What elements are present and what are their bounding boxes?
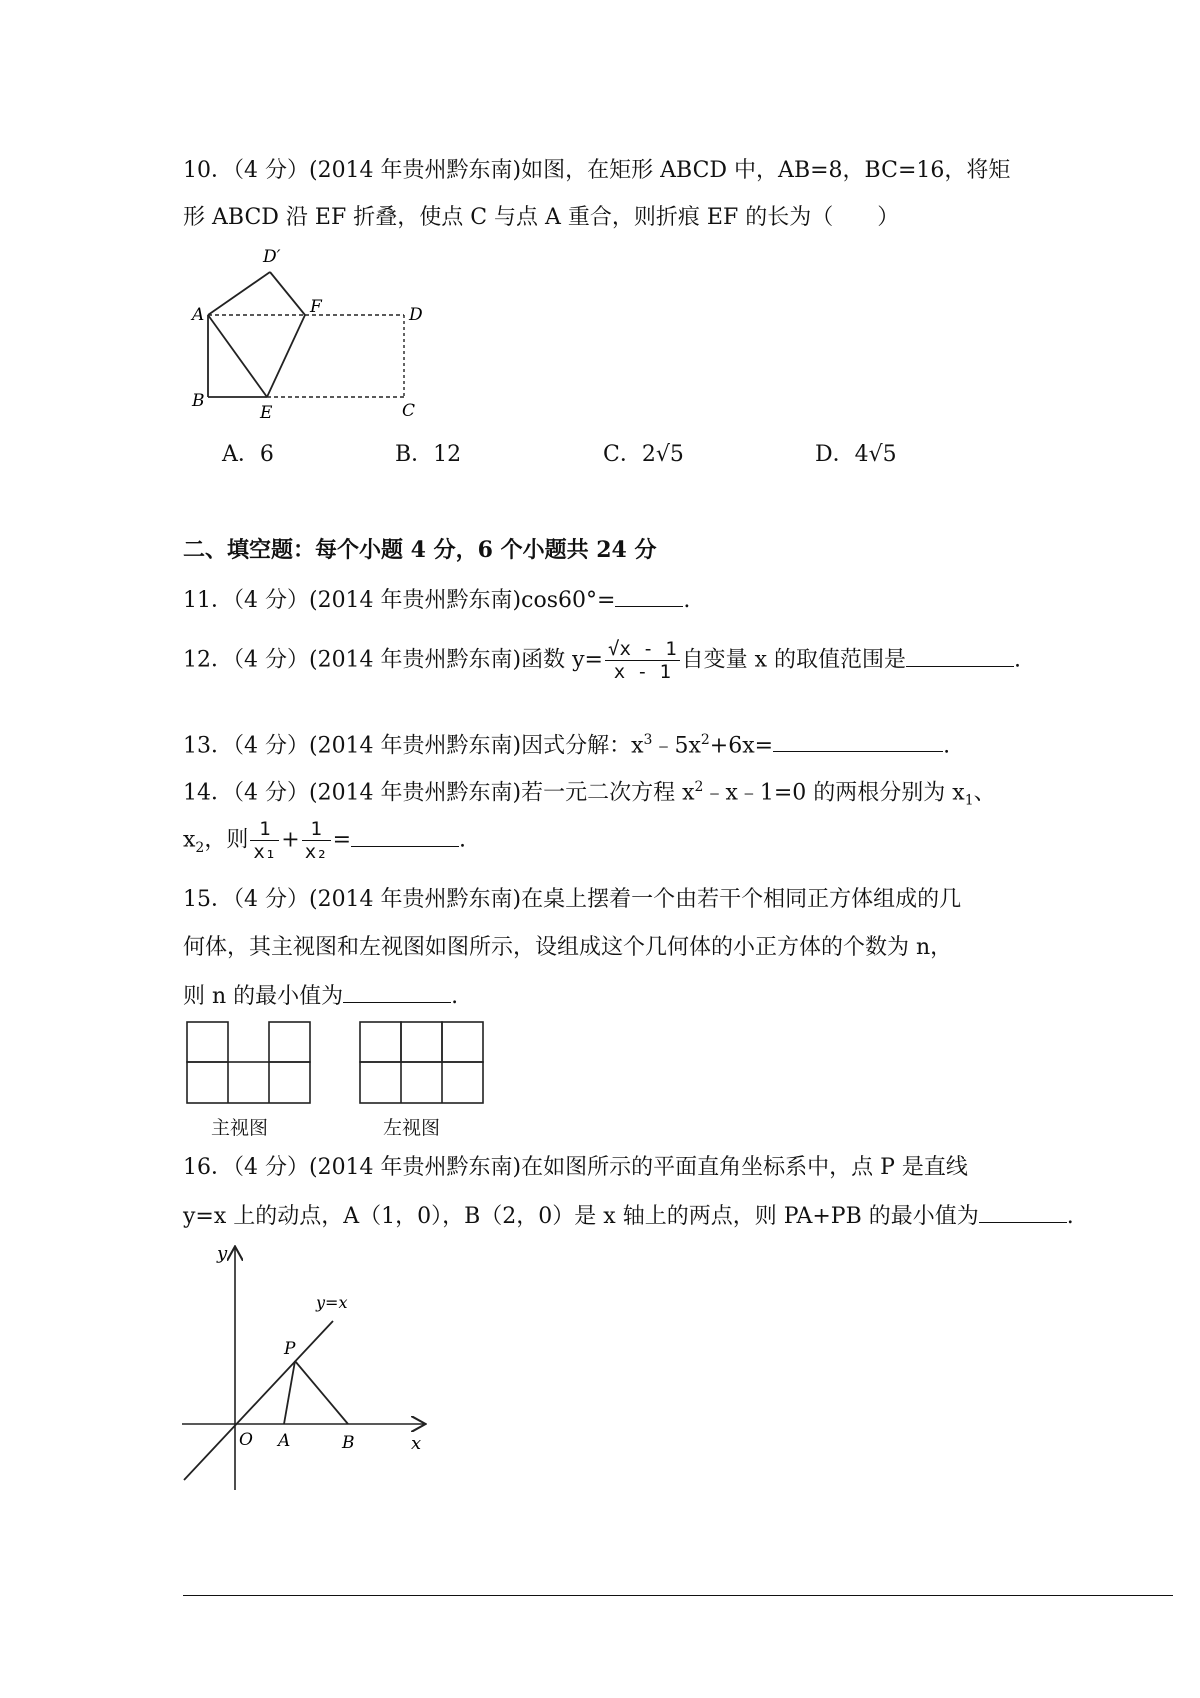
q14-x2: x <box>183 827 196 853</box>
label-c: C <box>402 401 416 420</box>
left-view-caption: 左视图 <box>383 1117 441 1139</box>
q14-line2 <box>183 818 466 863</box>
crease-ef <box>267 315 305 397</box>
q16-line2 <box>183 1200 1074 1232</box>
label-d: D <box>409 305 423 325</box>
answer-blank <box>343 980 451 1003</box>
q16-line1: 16．（4 分）(2014 年贵州黔东南)在如图所示的平面直角坐标系中，点 P 是直线 <box>183 1155 968 1180</box>
fraction-numerator: √x - 1 <box>605 638 680 661</box>
q10-line2: 形 ABCD 沿 EF 折叠，使点 C 与点 A 重合，则折痕 EF 的长为（ ） <box>183 205 900 230</box>
q14-rest: ﹣x﹣1=0 的两根分别为 x <box>703 780 965 806</box>
fraction-denominator: x - 1 <box>613 661 671 683</box>
fraction-denominator: x₁ <box>253 841 277 863</box>
label-a: A <box>278 1431 291 1451</box>
label-f: F <box>310 297 322 317</box>
label-y: y <box>217 1243 228 1264</box>
q12-end: . <box>1014 647 1022 673</box>
fraction-numerator: 1 <box>302 818 331 841</box>
subscript: 2 <box>195 839 205 856</box>
q15-line3 <box>183 980 458 1012</box>
fraction-1-over-x2 <box>302 818 331 863</box>
label-d-prime: D′ <box>263 247 281 267</box>
q14-end: . <box>459 827 467 853</box>
label-b: B <box>342 1433 355 1453</box>
label-p: P <box>284 1339 296 1359</box>
subscript: 1 <box>964 792 974 809</box>
answer-blank <box>979 1200 1067 1223</box>
plus-sign: + <box>281 827 300 853</box>
q10-line1: 10．（4 分）(2014 年贵州黔东南)如图，在矩形 ABCD 中，AB=8，BC=16，将矩 <box>183 158 1011 183</box>
q10-rectangle-figure <box>180 240 440 420</box>
label-x: x <box>411 1433 422 1454</box>
q14-prefix: 14．（4 分）(2014 年贵州黔东南)若一元二次方程 x <box>183 780 695 806</box>
option-letter: B． <box>395 442 434 467</box>
line-y-equals-x <box>184 1321 333 1480</box>
q15-line1: 15．（4 分）(2014 年贵州黔东南)在桌上摆着一个由若干个相同正方体组成的几 <box>183 887 962 912</box>
option-letter: A． <box>222 442 260 467</box>
option-value: 4√5 <box>854 442 897 467</box>
answer-blank <box>351 824 459 847</box>
segment-pb <box>295 1361 348 1424</box>
fraction-numerator: 1 <box>250 818 279 841</box>
footer-rule <box>183 1595 1173 1596</box>
fraction-denominator: x₂ <box>304 841 328 863</box>
edge-dprime-f <box>270 272 305 315</box>
option-value: 12 <box>433 442 462 467</box>
answer-blank <box>773 729 943 752</box>
q12-fraction <box>605 638 680 683</box>
superscript: 3 <box>643 732 653 748</box>
q14-then: ，则 <box>204 827 249 853</box>
left-view-figure <box>359 1021 485 1105</box>
front-view-figure <box>186 1021 312 1105</box>
q16-text: y=x 上的动点，A（1，0），B（2，0）是 x 轴上的两点，则 PA+PB 的最小值为 <box>183 1204 979 1229</box>
q10-option-d <box>815 440 897 470</box>
label-e: E <box>260 403 273 420</box>
q11-end: . <box>683 588 691 613</box>
q11 <box>183 584 690 616</box>
front-view-caption: 主视图 <box>211 1117 269 1139</box>
q13-mid2: +6x= <box>709 733 774 759</box>
q16-end: . <box>1066 1204 1074 1229</box>
answer-blank <box>615 584 683 607</box>
q10-option-c <box>603 440 684 470</box>
q13 <box>183 725 950 761</box>
q14-tail: 、 <box>973 780 996 806</box>
q12-prefix: 12．（4 分）(2014 年贵州黔东南)函数 y= <box>183 647 603 673</box>
q15-end: . <box>451 984 459 1009</box>
option-value: 6 <box>259 442 274 467</box>
equals-sign: = <box>332 827 352 853</box>
option-letter: C． <box>603 442 642 467</box>
q10-option-a <box>222 440 274 470</box>
q12 <box>183 638 1021 683</box>
q13-end: . <box>943 733 951 759</box>
q12-suffix: 自变量 x 的取值范围是 <box>681 647 907 673</box>
segment-ae <box>208 315 267 397</box>
superscript: 2 <box>694 779 704 795</box>
superscript: 2 <box>700 732 710 748</box>
section-heading: 二、填空题：每个小题 4 分，6 个小题共 24 分 <box>183 537 657 563</box>
q13-mid1: ﹣5x <box>652 733 701 759</box>
fraction-1-over-x1 <box>250 818 279 863</box>
answer-blank <box>906 644 1014 667</box>
q11-text: 11．（4 分）(2014 年贵州黔东南)cos60°= <box>183 588 616 613</box>
edge-ad-prime <box>208 272 270 315</box>
q13-prefix: 13．（4 分）(2014 年贵州黔东南)因式分解：x <box>183 733 644 759</box>
q15-line2: 何体，其主视图和左视图如图所示，设组成这个几何体的小正方体的个数为 n， <box>183 935 953 960</box>
label-b: B <box>192 391 205 411</box>
q15-text: 则 n 的最小值为 <box>183 984 344 1009</box>
label-line-y-equals-x: y=x <box>316 1293 348 1312</box>
q16-coordinate-figure <box>178 1238 438 1500</box>
option-value: 2√5 <box>641 442 684 467</box>
label-o: O <box>239 1430 253 1450</box>
label-a: A <box>192 305 205 325</box>
q14-line1 <box>183 772 996 816</box>
q10-option-b <box>395 440 461 470</box>
option-letter: D． <box>815 442 855 467</box>
